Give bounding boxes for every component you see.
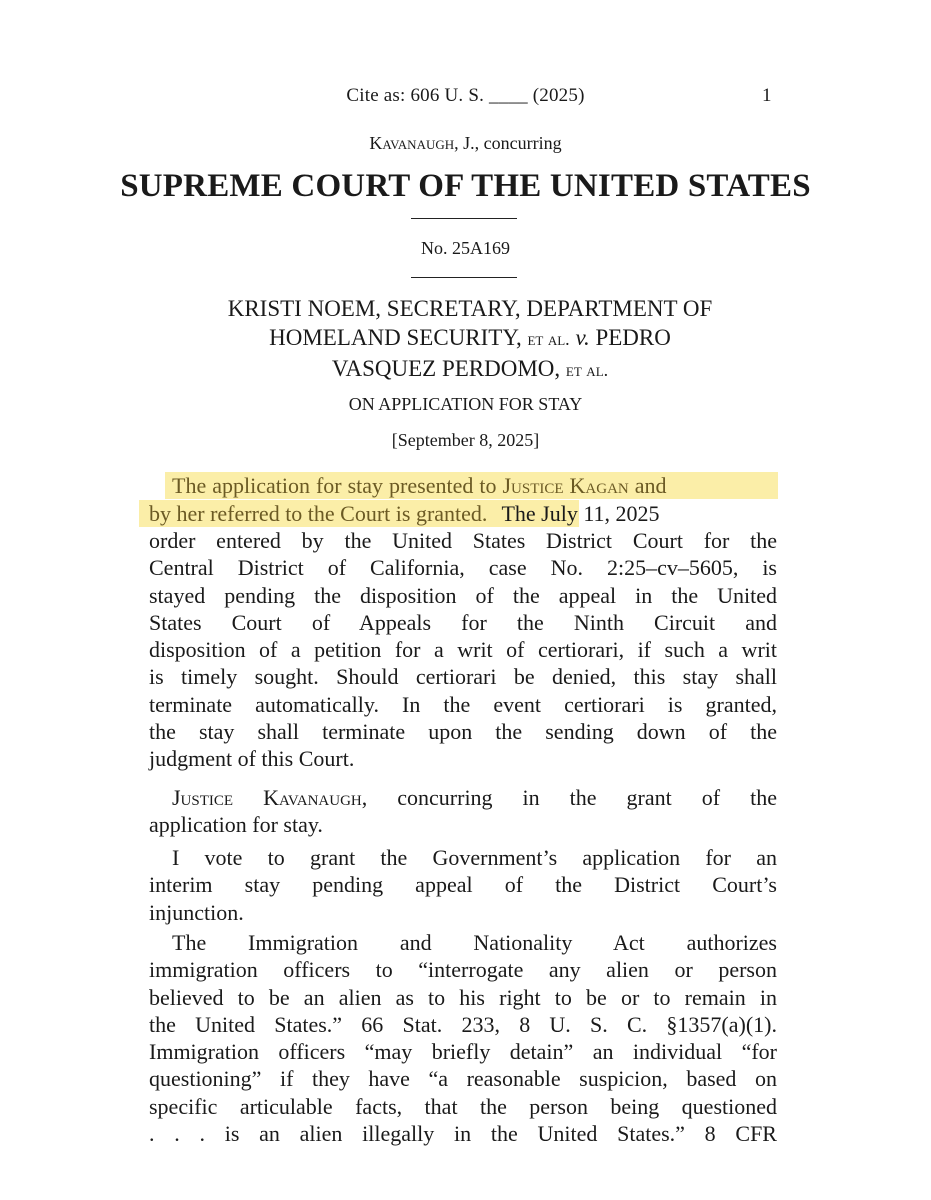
- running-head-rest: , J., concurring: [454, 133, 562, 153]
- highlighted-justice-name: Justice Kagan: [502, 473, 629, 498]
- highlighted-text: by her referred to the Court is granted.: [149, 501, 488, 526]
- decision-date: [September 8, 2025]: [391, 430, 540, 450]
- docket-number: No. 25A169: [421, 238, 510, 258]
- order-line-2: [149, 500, 777, 527]
- vote-line: injunction.: [149, 899, 244, 925]
- ina-line: . . . is an alien illegally in the United States.” 8 CFR: [149, 1121, 777, 1147]
- case-caption-line: [120, 323, 820, 354]
- order-line: terminate automatically. In the event certiorari is granted,: [149, 691, 777, 717]
- ina-line: immigration officers to “interrogate any alien or person: [149, 957, 777, 983]
- page-number: 1: [762, 85, 772, 106]
- case-caption: [120, 294, 820, 385]
- vote-line: I vote to grant the Government’s application for an: [172, 845, 777, 870]
- highlighted-text: and: [628, 473, 667, 498]
- order-line: Central District of California, case No. 2:25–cv–5605, is: [149, 555, 777, 581]
- order-paragraph: [149, 527, 777, 773]
- running-head: [0, 133, 931, 154]
- court-title: SUPREME COURT OF THE UNITED STATES: [120, 168, 811, 204]
- order-line-highlighted: [172, 472, 777, 499]
- ina-line: specific articulable facts, that the person being questioned: [149, 1093, 777, 1119]
- caption-versus: v.: [575, 325, 590, 350]
- case-caption-line: [120, 354, 820, 385]
- ina-line: the United States.” 66 Stat. 233, 8 U. S. C. §1357(a)(1).: [149, 1011, 777, 1037]
- order-line: is timely sought. Should certiorari be denied, this stay shall: [149, 664, 777, 690]
- concurring-justice: Justice Kavanaugh: [172, 785, 362, 810]
- order-text: The July 11, 2025: [501, 501, 660, 526]
- concurrence-line: application for stay.: [149, 812, 323, 838]
- divider-rule: [411, 218, 517, 219]
- ina-line: believed to be an alien as to his right to be or to remain in: [149, 984, 777, 1010]
- highlighted-text: The application for stay presented to: [172, 473, 503, 498]
- proceeding-type: ON APPLICATION FOR STAY: [348, 394, 583, 414]
- order-line: disposition of a petition for a writ of certiorari, if such a writ: [149, 637, 777, 663]
- concurrence-line: [149, 784, 777, 811]
- order-line: States Court of Appeals for the Ninth Circuit and: [149, 609, 777, 635]
- ina-line: questioning” if they have “a reasonable suspicion, based on: [149, 1066, 777, 1092]
- caption-party: HOMELAND SECURITY,: [269, 325, 522, 350]
- citation-header: Cite as: 606 U. S. ____ (2025): [346, 85, 585, 106]
- concurrence-intro: [149, 784, 777, 839]
- caption-party: VASQUEZ PERDOMO,: [331, 356, 561, 381]
- caption-et-al: et al.: [527, 329, 570, 349]
- ina-line: Immigration officers “may briefly detain” an individual “for: [149, 1039, 777, 1065]
- case-caption-line: KRISTI NOEM, SECRETARY, DEPARTMENT OF: [227, 296, 713, 321]
- ina-paragraph: [149, 929, 777, 1147]
- order-line: order entered by the United States District Court for the: [149, 528, 777, 553]
- caption-party: PEDRO: [595, 325, 671, 350]
- divider-rule: [411, 277, 517, 278]
- running-head-justice: Kavanaugh: [369, 133, 455, 153]
- order-line: stayed pending the disposition of the appeal in the United: [149, 582, 777, 608]
- order-line: judgment of this Court.: [149, 746, 355, 772]
- ina-line: The Immigration and Nationality Act authorizes: [172, 930, 777, 955]
- vote-line: interim stay pending appeal of the District Court’s: [149, 872, 777, 898]
- caption-et-al: et al.: [565, 360, 609, 380]
- order-line: the stay shall terminate upon the sending down of the: [149, 719, 777, 745]
- concurrence-text: , concurring in the grant of the: [361, 785, 777, 810]
- vote-paragraph: [149, 844, 777, 926]
